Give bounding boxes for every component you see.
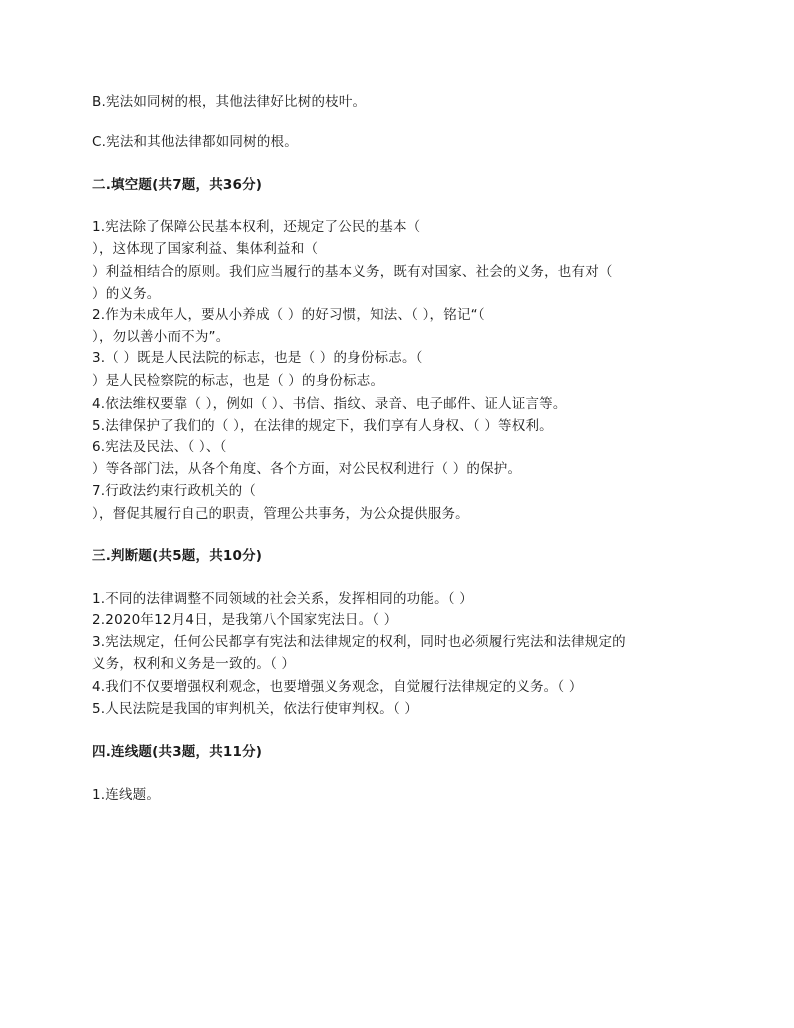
question-line: 2.作为未成年人，要从小养成（ ）的好习惯，知法、（ ），铭记“（ xyxy=(92,307,485,323)
question-line: ），这体现了国家利益、集体利益和（ xyxy=(92,241,319,257)
question-line: ）是人民检察院的标志，也是（ ）的身份标志。 xyxy=(92,373,385,389)
question-line: ）等各部门法，从各个角度、各个方面，对公民权利进行（ ）的保护。 xyxy=(92,461,522,477)
option-c: C.宪法和其他法律都如同树的根。 xyxy=(92,134,298,150)
question-line: 1.不同的法律调整不同领域的社会关系，发挥相同的功能。（ ） xyxy=(92,591,473,607)
question-line: 3.（ ）既是人民法院的标志，也是（ ）的身份标志。（ xyxy=(92,350,423,366)
question-line: 5.法律保护了我们的（ ），在法律的规定下，我们享有人身权、（ ）等权利。 xyxy=(92,418,553,434)
question-line: ），督促其履行自己的职责，管理公共事务，为公众提供服务。 xyxy=(92,506,469,522)
question-line: 3.宪法规定，任何公民都享有宪法和法律规定的权利，同时也必须履行宪法和法律规定的 xyxy=(92,634,626,650)
section-heading-matching: 四.连线题(共3题，共11分) xyxy=(92,744,263,760)
question-line: 7.行政法约束行政机关的（ xyxy=(92,483,256,499)
question-line: 4.我们不仅要增强权利观念，也要增强义务观念，自觉履行法律规定的义务。（ ） xyxy=(92,679,583,695)
question-line: 5.人民法院是我国的审判机关，依法行使审判权。（ ） xyxy=(92,701,419,717)
section-heading-fill-blank: 二.填空题(共7题，共36分) xyxy=(92,177,263,193)
question-line: ），勿以善小而不为”。 xyxy=(92,329,230,345)
section-heading-true-false: 三.判断题(共5题，共10分) xyxy=(92,548,263,564)
question-line: 1.连线题。 xyxy=(92,787,161,803)
question-line: 2.2020年12月4日，是我第八个国家宪法日。（ ） xyxy=(92,612,398,628)
option-b: B.宪法如同树的根，其他法律好比树的枝叶。 xyxy=(92,94,367,110)
question-line: 6.宪法及民法、（ ）、（ xyxy=(92,439,227,455)
question-line: ）的义务。 xyxy=(92,286,161,302)
question-line: ）利益相结合的原则。我们应当履行的基本义务，既有对国家、社会的义务，也有对（ xyxy=(92,264,613,280)
question-line: 1.宪法除了保障公民基本权利，还规定了公民的基本（ xyxy=(92,219,421,235)
question-line: 义务，权利和义务是一致的。（ ） xyxy=(92,656,296,672)
question-line: 4.依法维权要靠（ ），例如（ ）、书信、指纹、录音、电子邮件、证人证言等。 xyxy=(92,396,567,412)
